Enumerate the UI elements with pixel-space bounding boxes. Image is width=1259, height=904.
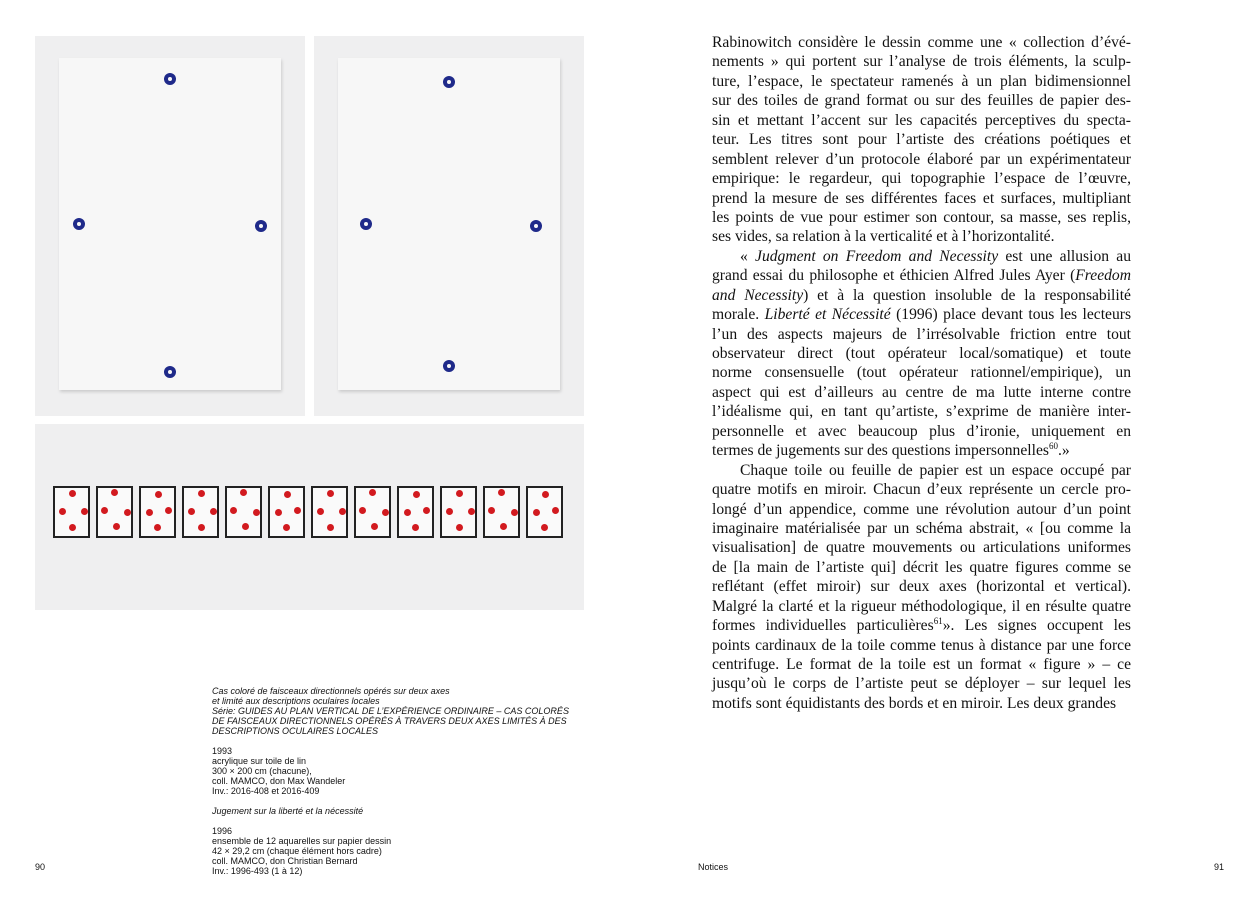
artwork-photo-canvas-1 — [35, 36, 305, 416]
text-segment: prend la mesure de ses différentes faces et surfaces, multipliant — [712, 189, 1131, 207]
red-motif — [382, 509, 389, 516]
red-motif — [188, 508, 195, 515]
text-segment: morale. — [712, 306, 765, 324]
text-segment: norme consensuelle (tout opérateur rationnel/empirique), un — [712, 364, 1131, 382]
canvas — [59, 58, 281, 390]
text-line — [712, 674, 1131, 693]
page-number-left: 90 — [35, 862, 46, 872]
red-motif — [284, 491, 291, 498]
text-line — [712, 52, 1131, 71]
red-motif — [456, 490, 463, 497]
text-line — [712, 519, 1131, 538]
text-segment: quatre motifs en miroir. Chacun d’eux représente un cercle pro- — [712, 481, 1131, 499]
text-segment: ) et à la question insoluble de la responsabilité — [803, 286, 1131, 304]
framed-watercolour — [397, 486, 434, 538]
blue-motif — [530, 220, 542, 232]
caption-title: Cas coloré de faisceaux directionnels opérés sur deux axes — [212, 686, 450, 696]
figure-caption — [212, 686, 572, 876]
caption-line: 300 × 200 cm (chacune), — [212, 766, 312, 776]
red-motif — [541, 524, 548, 531]
caption-series: DESCRIPTIONS OCULAIRES LOCALES — [212, 726, 379, 736]
text-line — [712, 441, 1131, 460]
body-text — [712, 33, 1131, 713]
text-segment: aspect qui est d’ailleurs au centre de ma lutte interne contre — [712, 383, 1131, 401]
artwork-photo-canvas-2 — [314, 36, 584, 416]
red-motif — [327, 524, 334, 531]
text-line — [712, 286, 1131, 305]
text-line — [712, 383, 1131, 402]
text-line — [712, 577, 1131, 596]
caption-title: Jugement sur la liberté et la nécessité — [212, 806, 364, 816]
red-motif — [146, 509, 153, 516]
text-line — [712, 616, 1131, 635]
red-motif — [468, 508, 475, 515]
text-segment: formes individuelles particulières — [712, 617, 934, 635]
red-motif — [69, 490, 76, 497]
text-segment: les points de vue pour estimer son contour, sa masse, ses replis, — [712, 208, 1131, 226]
text-segment: ture, l’espace, le spectateur ramenés à un plan bidimensionnel — [712, 72, 1131, 90]
caption-line: coll. MAMCO, don Max Wandeler — [212, 776, 346, 786]
text-segment: longé d’un appendice, comme une révolution autour d’un point — [712, 500, 1131, 518]
text-segment: .» — [1057, 442, 1070, 460]
caption-line: Inv.: 2016-408 et 2016-409 — [212, 786, 320, 796]
text-segment: l’idéalisme qui, en tant qu’artiste, s’exprime de manière inter- — [712, 403, 1131, 421]
red-motif — [165, 507, 172, 514]
red-motif — [253, 509, 260, 516]
text-segment: Freedom — [1075, 267, 1131, 285]
text-segment: centrifuge. Le format de la toile est un format « figure » – ce — [712, 656, 1131, 673]
text-line — [712, 266, 1131, 285]
framed-watercolour — [483, 486, 520, 538]
caption-line: 1993 — [212, 746, 233, 756]
caption-line: 42 × 29,2 cm (chaque élément hors cadre) — [212, 846, 382, 856]
caption-series: Série: GUIDES AU PLAN VERTICAL DE L’EXPÉRIENCE ORDINAIRE – CAS COLORÉS — [212, 706, 569, 716]
text-segment: « — [740, 247, 756, 265]
text-segment: de [la main de l’artiste qui] décrit les quatre figures comme se — [712, 558, 1131, 576]
caption-line: 1996 — [212, 826, 233, 836]
red-motif — [69, 524, 76, 531]
red-motif — [533, 509, 540, 516]
caption-series: DE FAISCEAUX DIRECTIONNELS OPÉRÉS À TRAVERS DEUX AXES LIMITÉS À DES — [212, 716, 567, 726]
text-segment: motifs sont équidistants des bords et en miroir. Les deux grandes — [712, 694, 1117, 712]
red-motif — [552, 507, 559, 514]
text-segment: reflétant (effet miroir) sur deux axes (horizontal et vertical). — [712, 578, 1131, 596]
text-line — [712, 169, 1131, 188]
red-motif — [242, 523, 249, 530]
text-segment: imaginaire matérialisée par un schéma abstrait, « [ou comme la — [712, 519, 1131, 537]
text-line — [712, 597, 1131, 616]
text-segment: Liberté et Nécessité — [764, 306, 891, 324]
red-motif — [446, 508, 453, 515]
text-line — [712, 363, 1131, 382]
text-line — [712, 33, 1131, 52]
text-segment: (1996) place devant tous les lecteurs — [890, 306, 1132, 324]
red-motif — [412, 524, 419, 531]
framed-watercolour — [53, 486, 90, 538]
red-motif — [498, 489, 505, 496]
text-segment: nements » qui portent sur l’analyse de trois éléments, la sculp- — [712, 53, 1131, 71]
text-line — [712, 305, 1131, 324]
text-segment: Chaque toile ou feuille de papier est un espace occupé par — [740, 461, 1131, 479]
red-motif — [542, 491, 549, 498]
text-segment: jusqu’où le corps de l’artiste peut se déployer – sur lequel les — [712, 675, 1131, 693]
text-line — [712, 130, 1131, 149]
blue-motif — [360, 218, 372, 230]
caption-line: coll. MAMCO, don Christian Bernard — [212, 856, 358, 866]
caption-title: et limité aux descriptions oculaires locales — [212, 696, 380, 706]
red-motif — [317, 508, 324, 515]
red-motif — [283, 524, 290, 531]
red-motif — [456, 524, 463, 531]
blue-motif — [164, 366, 176, 378]
red-motif — [371, 523, 378, 530]
red-motif — [511, 509, 518, 516]
text-line — [712, 111, 1131, 130]
red-motif — [294, 507, 301, 514]
framed-watercolour — [96, 486, 133, 538]
text-line — [712, 422, 1131, 441]
red-motif — [339, 508, 346, 515]
red-motif — [198, 490, 205, 497]
text-line — [712, 636, 1131, 655]
framed-watercolour — [268, 486, 305, 538]
caption-line: Inv.: 1996-493 (1 à 12) — [212, 866, 303, 876]
text-line — [712, 189, 1131, 208]
framed-watercolour — [440, 486, 477, 538]
footnote-ref: 61 — [933, 615, 943, 626]
red-motif — [59, 508, 66, 515]
red-motif — [275, 509, 282, 516]
canvas — [338, 58, 560, 390]
red-motif — [210, 508, 217, 515]
red-motif — [155, 491, 162, 498]
framed-watercolour — [139, 486, 176, 538]
red-motif — [240, 489, 247, 496]
page-number-right: 91 — [1214, 862, 1225, 872]
text-segment: empirique: le regardeur, qui topographie l’espace de l’œuvre, — [712, 170, 1131, 188]
blue-motif — [443, 360, 455, 372]
text-line — [712, 655, 1131, 674]
text-segment: Judgment on Freedom and Necessity — [755, 247, 999, 265]
text-segment: sin et mettant l’accent sur les capacités perceptives du specta- — [712, 111, 1131, 129]
red-motif — [413, 491, 420, 498]
text-line — [712, 150, 1131, 169]
framed-watercolour — [526, 486, 563, 538]
red-motif — [488, 507, 495, 514]
text-line — [712, 208, 1131, 227]
framed-watercolour — [225, 486, 262, 538]
blue-motif — [255, 220, 267, 232]
red-motif — [113, 523, 120, 530]
text-line — [712, 402, 1131, 421]
red-motif — [423, 507, 430, 514]
text-line — [712, 500, 1131, 519]
text-line — [712, 558, 1131, 577]
red-motif — [111, 489, 118, 496]
text-segment: teur. Les titres sont pour l’artiste des créations poétiques et — [712, 131, 1131, 149]
red-motif — [124, 509, 131, 516]
text-segment: personnelle et avec beaucoup plus d’ironie, uniquement en — [712, 422, 1131, 440]
text-line — [712, 325, 1131, 344]
red-motif — [369, 489, 376, 496]
text-line — [712, 461, 1131, 480]
text-segment: Malgré la clarté et la rigueur méthodologique, il en résulte quatre — [712, 597, 1131, 615]
text-segment: Rabinowitch considère le dessin comme une « collection d’évé- — [712, 34, 1131, 51]
running-footer: Notices — [698, 862, 729, 872]
text-line — [712, 91, 1131, 110]
framed-watercolour — [354, 486, 391, 538]
text-segment: points cardinaux de la toile comme tenus à distance par une force — [712, 636, 1131, 654]
text-segment: l’un des aspects majeurs de l’irrésolvable friction entre tout — [712, 325, 1131, 343]
text-segment: observateur direct (tout opérateur local/somatique) et toute — [712, 345, 1131, 362]
blue-motif — [73, 218, 85, 230]
red-motif — [154, 524, 161, 531]
red-motif — [198, 524, 205, 531]
text-segment: semblent relever d’un protocole élaboré par un expérimentateur — [712, 150, 1131, 168]
text-line — [712, 344, 1131, 363]
text-segment: termes de jugements sur des questions impersonnelles — [712, 442, 1049, 460]
red-motif — [404, 509, 411, 516]
blue-motif — [164, 73, 176, 85]
text-segment: grand essai du philosophe et éthicien Alfred Jules Ayer ( — [712, 267, 1076, 285]
text-segment: sur des toiles de grand format ou sur des feuilles de papier des- — [712, 92, 1131, 110]
text-segment: est une allusion au — [998, 247, 1131, 265]
text-segment: ». Les signes occupent les — [942, 617, 1131, 635]
text-line — [712, 694, 1131, 713]
text-segment: visualisation] de quatre mouvements ou articulations uniformes — [712, 539, 1131, 557]
red-motif — [101, 507, 108, 514]
text-segment: and Necessity — [712, 286, 804, 304]
text-line — [712, 227, 1131, 246]
red-motif — [359, 507, 366, 514]
red-motif — [230, 507, 237, 514]
framed-watercolour — [311, 486, 348, 538]
text-line — [712, 72, 1131, 91]
red-motif — [327, 490, 334, 497]
red-motif — [81, 508, 88, 515]
text-line — [712, 480, 1131, 499]
text-line — [712, 538, 1131, 557]
caption-line: ensemble de 12 aquarelles sur papier dessin — [212, 836, 392, 846]
framed-watercolour — [182, 486, 219, 538]
footnote-ref: 60 — [1048, 441, 1058, 451]
blue-motif — [443, 76, 455, 88]
caption-line: acrylique sur toile de lin — [212, 756, 307, 766]
text-segment: ses vides, sa relation à la verticalité et à l’horizontalité. — [712, 228, 1055, 246]
text-line — [712, 247, 1131, 266]
red-motif — [500, 523, 507, 530]
